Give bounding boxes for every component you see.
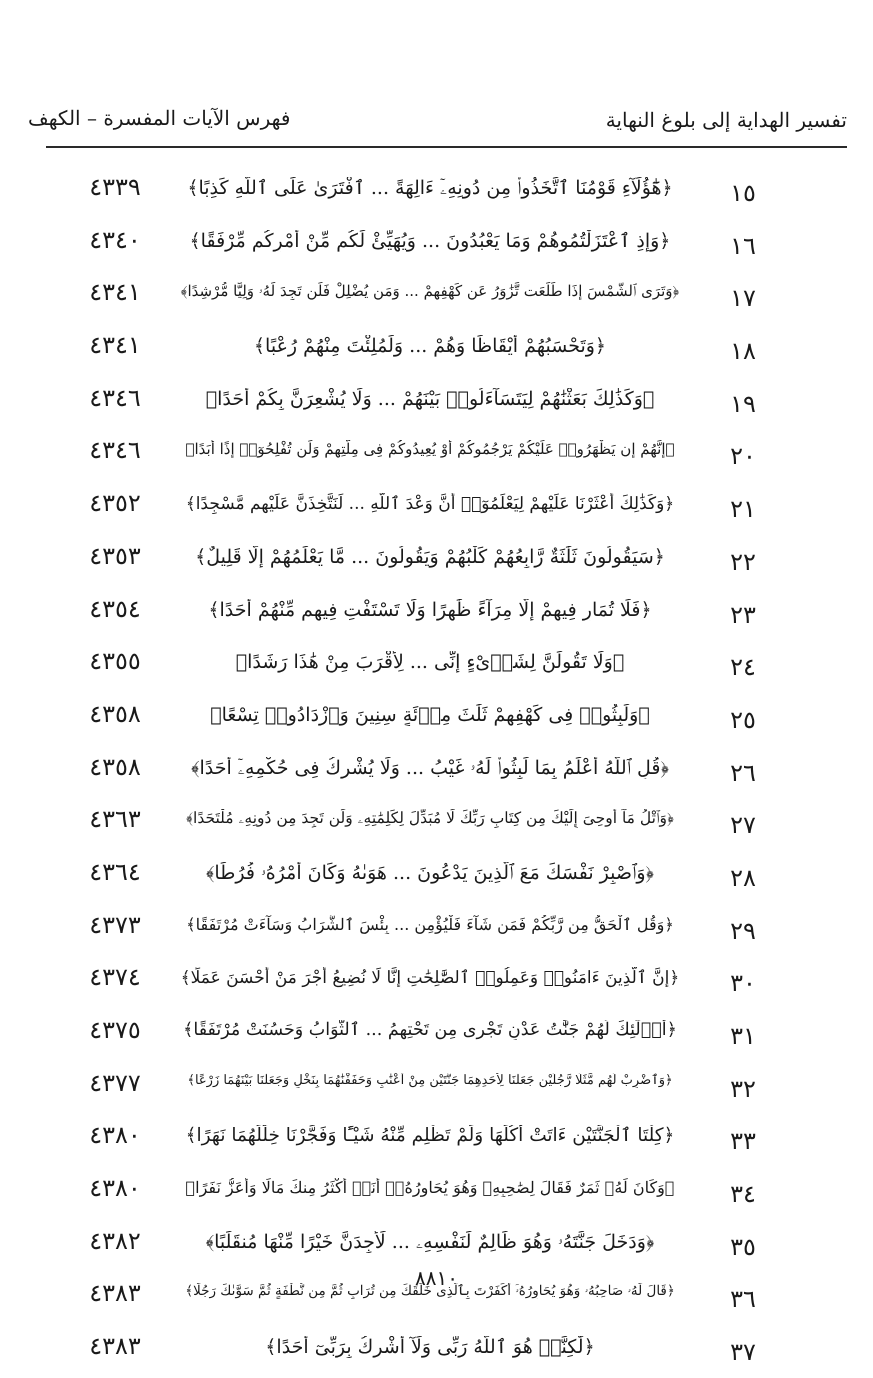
header-divider [46, 146, 847, 148]
verse-text: ﴿قُلِ ٱللَّهُ أَعْلَمُ بِمَا لَبِثُوا۟ لَهُۥ غَيْبُ ... وَلَا يُشْرِكُ فِى حُكْمِهِۦٓ أَحَدًا﴾ [191, 756, 669, 779]
index-row [0, 955, 873, 1008]
page-reference: ٤٣٥٨ [89, 699, 141, 728]
page-reference: ٤٣٦٣ [89, 805, 141, 834]
verse-text: ﴿وَتَحْسَبُهُمْ أَيْقَاظًا وَهُمْ ... وَلَمُلِئْتَ مِنْهُمْ رُعْبًا﴾ [253, 335, 607, 358]
index-row [0, 639, 873, 692]
verse-text: ﴿وَدَخَلَ جَنَّتَهُۥ وَهُوَ ظَالِمٌ لِّنَفْسِهِۦ ... لَأَجِدَنَّ خَيْرًا مِّنْهَا مُنقَلَبًا﴾ [205, 1230, 655, 1253]
verse-text: ﴿وَلَا تَقُولَنَّ لِشَا۟ىْءٍ إِنِّى ... لِأَقْرَبَ مِنْ هَٰذَا رَشَدًا﴾ [235, 651, 625, 674]
page-reference: ٤٣٧٥ [89, 1016, 141, 1044]
verse-number: ٣٧ [730, 1338, 756, 1367]
verse-text: ﴿وَلَبِثُوا۟ فِى كَهْفِهِمْ ثَلَٰثَ مِا۟ئَةٍ سِنِينَ وَٱزْدَادُوا۟ تِسْعًا﴾ [210, 703, 650, 726]
index-row [0, 1166, 873, 1219]
verse-number: ١٩ [730, 389, 756, 418]
verse-index-list [0, 165, 873, 1377]
page-reference: ٤٣٦٤ [89, 857, 141, 886]
index-row [0, 850, 873, 903]
index-row [0, 270, 873, 323]
verse-text: ﴿وَتَرَى ٱلشَّمْسَ إِذَا طَلَعَت تَّزَٰوَرُ عَن كَهْفِهِمْ ... وَمَن يُضْلِلْ فَلَن تَجِدَ لَهُۥ وَلِيًّا مُّرْشِدًا﴾ [180, 282, 680, 301]
index-row [0, 534, 873, 587]
verse-number: ٢٨ [730, 863, 756, 892]
page-reference: ٤٣٤١ [89, 331, 141, 360]
verse-text: ﴿أُو۟لَٰٓئِكَ لَهُمْ جَنَّٰتُ عَدْنٍ تَجْرِى مِن تَحْتِهِمُ ... ٱلثَّوَابُ وَحَسُنَتْ مُرْتَفَقًا﴾ [183, 1020, 677, 1040]
page-reference: ٤٣٧٤ [89, 963, 141, 992]
page-reference: ٤٣٤٠ [89, 225, 141, 254]
index-row [0, 797, 873, 850]
page-reference: ٤٣٨٠ [89, 1174, 141, 1203]
verse-number: ٢٤ [730, 653, 756, 682]
page-reference: ٤٣٧٣ [89, 910, 141, 939]
verse-text: ﴿إِنَّ ٱلَّذِينَ ءَامَنُوا۟ وَعَمِلُوا۟ ٱلصَّٰلِحَٰتِ إِنَّا لَا نُضِيعُ أَجْرَ مَنْ أَحْسَنَ عَمَلًا﴾ [180, 968, 680, 989]
page-reference: ٤٣٨٣ [89, 1279, 141, 1308]
index-row [0, 481, 873, 534]
page-header [28, 100, 847, 140]
verse-number: ١٥ [730, 179, 756, 207]
verse-number: ٢٩ [730, 916, 756, 945]
page-reference: ٤٣٨٠ [89, 1121, 141, 1150]
page-reference: ٤٣٣٩ [89, 173, 141, 201]
verse-text: ﴿وَٱصْبِرْ نَفْسَكَ مَعَ ٱلَّذِينَ يَدْعُونَ ... هَوَىٰهُ وَكَانَ أَمْرُهُۥ فُرُطًا﴾ [206, 861, 654, 884]
verse-text: ﴿وَكَذَٰلِكَ أَعْثَرْنَا عَلَيْهِمْ لِيَعْلَمُوٓا۟ أَنَّ وَعْدَ ٱللَّهِ ... لَنَتَّخِذَنَّ عَلَيْهِم مَّسْجِدًا﴾ [185, 494, 675, 515]
page-reference: ٤٣٥٣ [89, 541, 141, 570]
verse-text: ﴿فَلَا تُمَارِ فِيهِمْ إِلَّا مِرَآءً ظَٰهِرًا وَلَا تَسْتَفْتِ فِيهِم مِّنْهُمْ أَحَدًا﴾ [208, 598, 652, 621]
page-reference: ٤٣٥٨ [89, 752, 141, 781]
verse-number: ٣٢ [730, 1074, 756, 1103]
verse-number: ٢٣ [730, 600, 756, 629]
page-reference: ٤٣٤٦ [89, 436, 141, 465]
page-number: ٨٨١٠ [415, 1266, 458, 1290]
verse-number: ١٧ [730, 284, 756, 313]
verse-number: ٣٠ [730, 969, 756, 998]
index-row [0, 903, 873, 956]
verse-text: ﴿سَيَقُولُونَ ثَلَٰثَةٌ رَّابِعُهُمْ كَلْبُهُمْ وَيَقُولُونَ ... مَّا يَعْلَمُهُمْ إِلَّا قَلِيلٌ﴾ [195, 545, 665, 568]
verse-text: ﴿كِلْتَا ٱلْجَنَّتَيْنِ ءَاتَتْ أُكُلَهَا وَلَمْ تَظْلِم مِّنْهُ شَيْـًٔا وَفَجَّرْنَا خِلَٰلَهُمَا نَهَرًا﴾ [185, 1125, 675, 1147]
page-reference: ٤٣٨٢ [89, 1226, 141, 1255]
index-row [0, 745, 873, 798]
verse-text: ﴿وَكَانَ لَهُۥ ثَمَرٌ فَقَالَ لِصَٰحِبِهِۦ وَهُوَ يُحَاوِرُهُۥٓ أَنَا۠ أَكْثَرُ مِنكَ مَالًا وَأَعَزُّ نَفَرًا﴾ [185, 1178, 675, 1198]
index-row [0, 1113, 873, 1166]
verse-number: ٣١ [730, 1022, 756, 1050]
page-reference: ٤٣٤١ [89, 278, 141, 307]
verse-number: ١٨ [730, 337, 756, 366]
section-title: فهرس الآيات المفسرة – الكهف [28, 106, 291, 130]
page-reference: ٤٣٧٧ [89, 1068, 141, 1097]
verse-number: ١٦ [730, 231, 756, 260]
verse-text: ﴿وَقُلِ ٱلْحَقُّ مِن رَّبِّكُمْ فَمَن شَآءَ فَلْيُؤْمِن ... بِئْسَ ٱلشَّرَابُ وَسَآءَتْ مُرْتَفَقًا﴾ [186, 914, 674, 934]
verse-number: ٢٠ [730, 442, 756, 471]
verse-text: ﴿وَإِذِ ٱعْتَزَلْتُمُوهُمْ وَمَا يَعْبُدُونَ ... وَيُهَيِّئْ لَكُم مِّنْ أَمْرِكُم مِّرْفَقًا﴾ [189, 229, 671, 252]
verse-number: ٣٥ [730, 1232, 756, 1261]
verse-number: ٣٦ [730, 1285, 756, 1314]
verse-text: ﴿قَالَ لَهُۥ صَاحِبُهُۥ وَهُوَ يُحَاوِرُهُۥٓ أَكَفَرْتَ بِٱلَّذِى خَلَقَكَ مِن تُرَابٍ ثُمَّ مِن نُّطْفَةٍ ثُمَّ سَوَّىٰكَ رَجُلًا﴾ [185, 1283, 675, 1300]
index-row [0, 587, 873, 640]
page-reference: ٤٣٥٤ [89, 594, 141, 623]
page-reference: ٤٣٨٣ [89, 1332, 141, 1361]
verse-number: ٣٤ [730, 1180, 756, 1209]
verse-text: ﴿لَّٰكِنَّا۠ هُوَ ٱللَّهُ رَبِّى وَلَآ أُشْرِكُ بِرَبِّىٓ أَحَدًا﴾ [265, 1336, 595, 1359]
index-row [0, 692, 873, 745]
verse-text: ﴿إِنَّهُمْ إِن يَظْهَرُوا۟ عَلَيْكُمْ يَرْجُمُوكُمْ أَوْ يُعِيدُوكُمْ فِى مِلَّتِهِمْ وَلَن تُفْلِحُوٓا۟ إِذًا أَبَدًا﴾ [185, 440, 675, 459]
index-row [0, 428, 873, 481]
index-row [0, 1324, 873, 1377]
verse-number: ٢٦ [730, 758, 756, 787]
verse-number: ٢٥ [730, 705, 756, 734]
book-title: تفسير الهداية إلى بلوغ النهاية [605, 108, 847, 132]
page-reference: ٤٣٥٢ [89, 489, 141, 518]
verse-text: ﴿وَٱتْلُ مَآ أُوحِىَ إِلَيْكَ مِن كِتَابِ رَبِّكَ لَا مُبَدِّلَ لِكَلِمَٰتِهِۦ وَلَن تَجِدَ مِن دُونِهِۦ مُلْتَحَدًا﴾ [186, 809, 674, 828]
index-row [0, 1219, 873, 1272]
index-row [0, 165, 873, 218]
index-row [0, 1008, 873, 1061]
index-row [0, 218, 873, 271]
verse-number: ٢١ [730, 495, 756, 524]
verse-number: ٢٧ [730, 811, 756, 840]
index-row [0, 323, 873, 376]
verse-text: ﴿هَٰٓؤُلَآءِ قَوْمُنَا ٱتَّخَذُوا۟ مِن دُونِهِۦٓ ءَالِهَةً ... ٱفْتَرَىٰ عَلَى ٱللَّهِ كَذِبًا﴾ [187, 177, 673, 199]
verse-text: ﴿وَكَذَٰلِكَ بَعَثْنَٰهُمْ لِيَتَسَآءَلُوا۟ بَيْنَهُمْ ... وَلَا يُشْعِرَنَّ بِكُمْ أَحَدًا﴾ [205, 387, 655, 410]
verse-text: ﴿وَٱضْرِبْ لَهُم مَّثَلًا رَّجُلَيْنِ جَعَلْنَا لِأَحَدِهِمَا جَنَّتَيْنِ مِنْ أَعْنَٰبٍ وَحَفَفْنَٰهُمَا بِنَخْلٍ وَجَعَلْنَا بَيْنَهُمَا زَرْعًا﴾ [187, 1072, 673, 1088]
verse-number: ٢٢ [730, 547, 756, 576]
page-reference: ٤٣٥٥ [89, 647, 141, 676]
index-row [0, 1061, 873, 1114]
verse-number: ٣٣ [730, 1127, 756, 1156]
page-reference: ٤٣٤٦ [89, 383, 141, 412]
index-row [0, 376, 873, 429]
